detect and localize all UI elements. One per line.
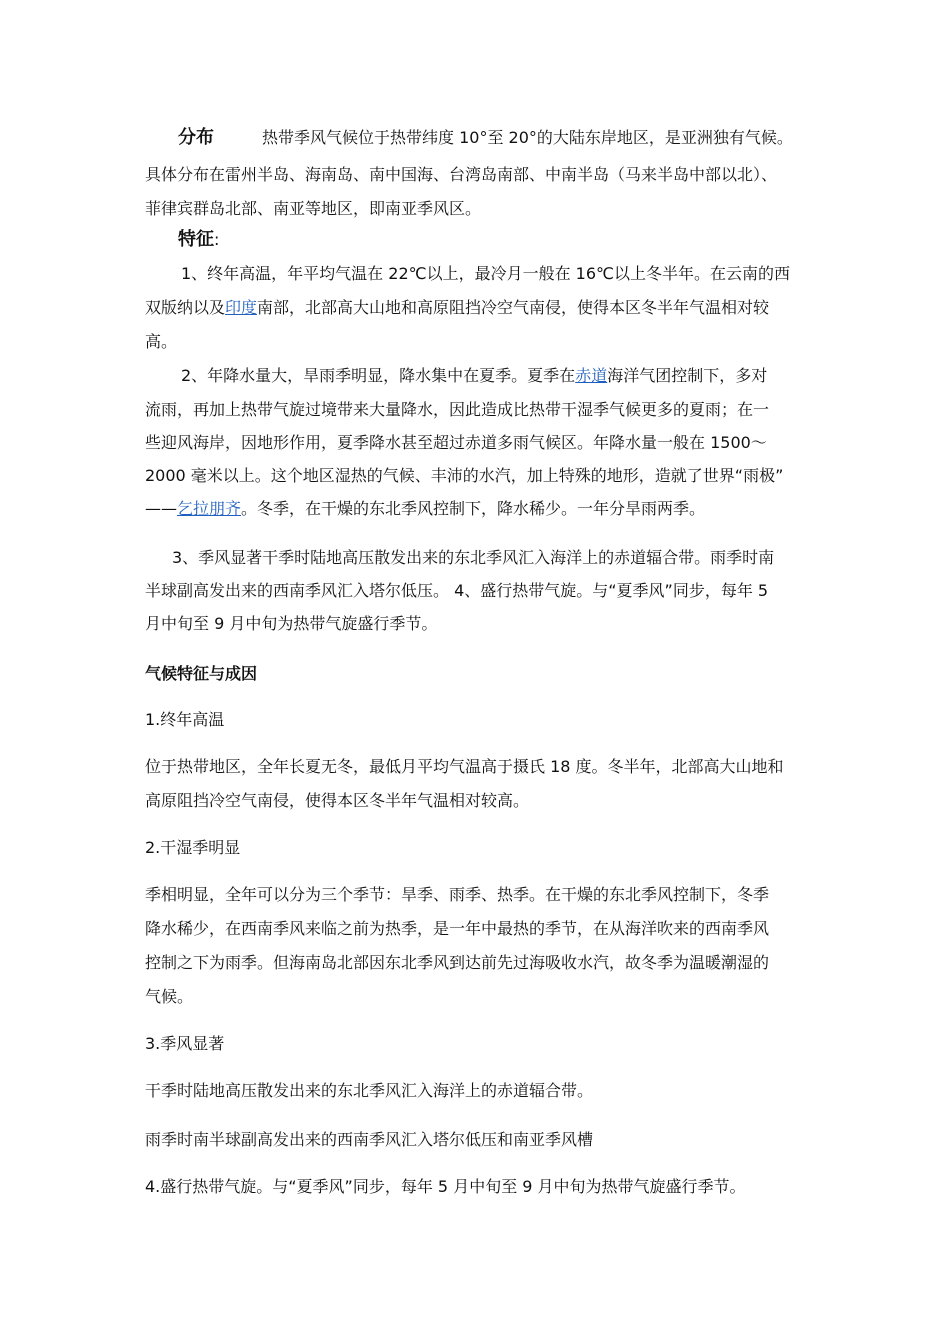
- cherrapunji-link[interactable]: 乞拉朋齐: [177, 499, 242, 518]
- climate-s2-line-3: 控制之下为雨季。但海南岛北部因东北季风到达前先过海吸收水汽，故冬季为温暖潮湿的: [145, 953, 770, 972]
- features-p2-line-1: [181, 366, 767, 386]
- climate-s2-title: 2.干湿季明显: [145, 838, 241, 857]
- climate-s1-title: 1.终年高温: [145, 710, 225, 729]
- india-link[interactable]: 印度: [225, 298, 258, 317]
- climate-s2-line-2: 降水稀少，在西南季风来临之前为热季，是一年中最热的季节，在从海洋吹来的西南季风: [145, 919, 770, 938]
- features-heading: 特征: [178, 229, 214, 250]
- climate-heading: 气候特征与成因: [145, 664, 258, 683]
- features-p2-line-2: 流雨，再加上热带气旋过境带来大量降水，因此造成比热带干湿季气候更多的夏雨；在一: [145, 400, 770, 419]
- features-p1-line-2-post: 南部，北部高大山地和高原阻挡冷空气南侵，使得本区冬半年气温相对较: [257, 298, 770, 317]
- features-p1-line-3: 高。: [145, 332, 178, 351]
- climate-s1-line-2: 高原阻挡冷空气南侵，使得本区冬半年气温相对较高。: [145, 791, 530, 810]
- features-p3-line-1: 3、季风显著干季时陆地高压散发出来的东北季风汇入海洋上的赤道辐合带。雨季时南: [172, 548, 775, 567]
- climate-s2-line-1: 季相明显，全年可以分为三个季节：旱季、雨季、热季。在干燥的东北季风控制下，冬季: [145, 885, 770, 904]
- climate-s3-line-2: 雨季时南半球副高发出来的西南季风汇入塔尔低压和南亚季风槽: [145, 1130, 594, 1149]
- distribution-line-2: 具体分布在雷州半岛、海南岛、南中国海、台湾岛南部、中南半岛（马来半岛中部以北）、: [145, 165, 778, 184]
- distribution-line-1: [178, 128, 793, 148]
- features-p2-line-4: 2000 毫米以上。这个地区湿热的气候、丰沛的水汽，加上特殊的地形，造就了世界“雨极”: [145, 466, 784, 485]
- features-p2-line-5-post: 。冬季，在干燥的东北季风控制下，降水稀少。一年分旱雨两季。: [241, 499, 706, 518]
- distribution-line-3: 菲律宾群岛北部、南亚等地区，即南亚季风区。: [145, 199, 482, 218]
- features-p2-line-5-pre: ——: [145, 499, 177, 518]
- distribution-text-1: 热带季风气候位于热带纬度 10°至 20°的大陆东岸地区，是亚洲独有气候。: [262, 128, 793, 147]
- features-heading-line: [178, 230, 219, 250]
- features-p2-line-5: [145, 499, 705, 519]
- climate-s2-line-4: 气候。: [145, 987, 194, 1006]
- features-p2-line-1-post: 海洋气团控制下，多对: [607, 366, 768, 385]
- distribution-heading: 分布: [178, 127, 214, 148]
- equator-link[interactable]: 赤道: [575, 366, 608, 385]
- climate-s3-title: 3.季风显著: [145, 1034, 225, 1053]
- features-p1-line-1: 1、终年高温，年平均气温在 22℃以上，最冷月一般在 16℃以上冬半年。在云南的西: [181, 264, 791, 283]
- climate-s1-line-1: 位于热带地区，全年长夏无冬，最低月平均气温高于摄氏 18 度。冬半年，北部高大山地和: [145, 757, 784, 776]
- features-p2-line-1-pre: 2、年降水量大，旱雨季明显，降水集中在夏季。夏季在: [181, 366, 576, 385]
- features-p1-line-2-pre: 双版纳以及: [145, 298, 226, 317]
- features-colon: :: [214, 230, 220, 249]
- features-p3-line-3: 月中旬至 9 月中旬为热带气旋盛行季节。: [145, 614, 438, 633]
- features-p1-line-2: [145, 298, 769, 318]
- features-p2-line-3: 些迎风海岸，因地形作用，夏季降水甚至超过赤道多雨气候区。年降水量一般在 1500～: [145, 433, 767, 452]
- climate-s4-line: 4.盛行热带气旋。与“夏季风”同步，每年 5 月中旬至 9 月中旬为热带气旋盛行季节。: [145, 1177, 746, 1196]
- features-p3-line-2: 半球副高发出来的西南季风汇入塔尔低压。 4、盛行热带气旋。与“夏季风”同步，每年 5: [145, 581, 769, 600]
- climate-s3-line-1: 干季时陆地高压散发出来的东北季风汇入海洋上的赤道辐合带。: [145, 1081, 594, 1100]
